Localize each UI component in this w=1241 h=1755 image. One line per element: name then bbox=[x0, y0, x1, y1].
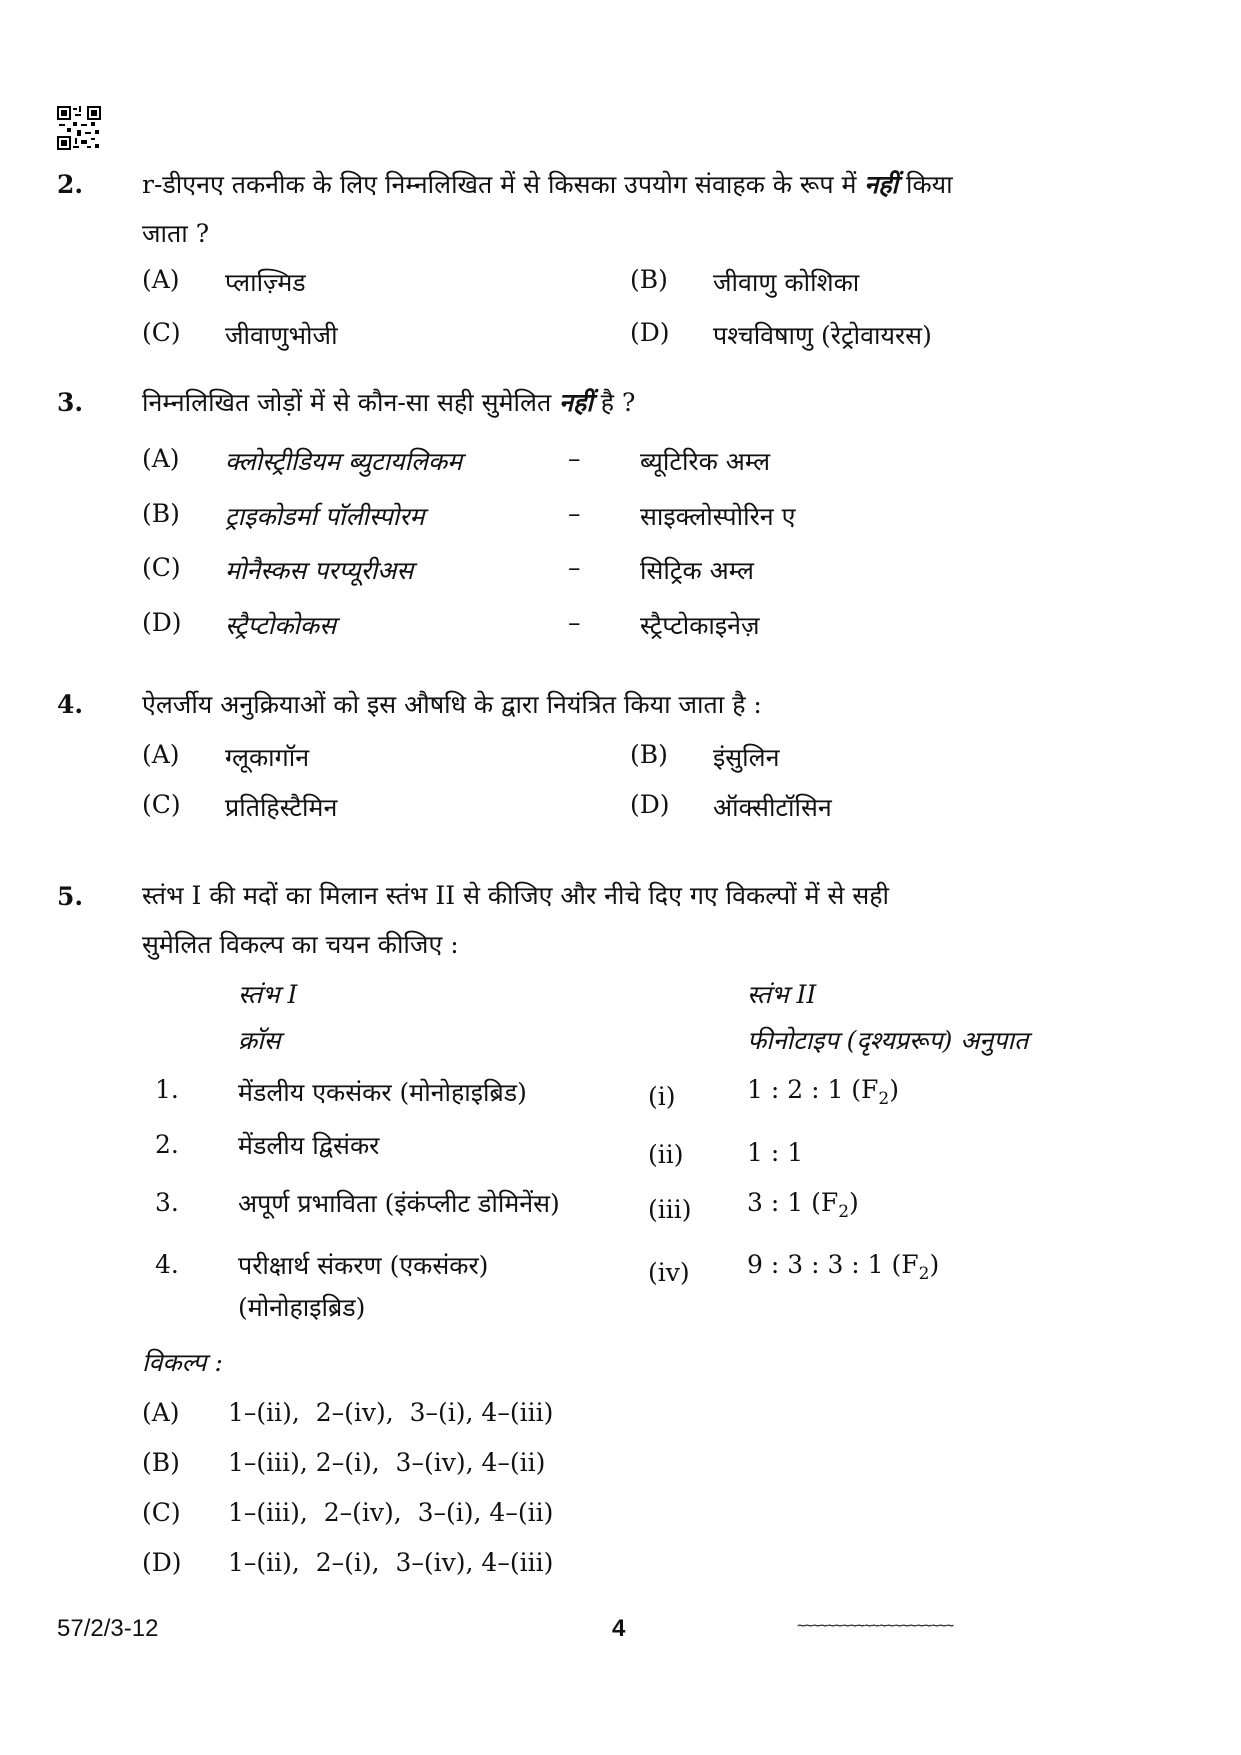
q2-option-a-text: प्लाज़्मिड bbox=[225, 268, 306, 297]
question-2-emphasis: नहीं bbox=[864, 170, 899, 199]
question-2-number: 2. bbox=[57, 170, 84, 199]
q3-pair-d-product: स्ट्रैप्टोकाइनेज़ bbox=[640, 611, 760, 640]
q3-pair-b-organism: ट्राइकोडर्मा पॉलीस्पोरम bbox=[225, 502, 425, 531]
q5-row-2-ratio-main: 1 : 1 bbox=[747, 1138, 804, 1167]
q5-row-4-cross: परीक्षार्थ संकरण (एकसंकर) bbox=[238, 1251, 489, 1280]
qr-code bbox=[57, 106, 101, 150]
question-3-text-part1: निम्नलिखित जोड़ों में से कौन-सा सही सुमेलित bbox=[142, 388, 552, 417]
q2-option-b-label: (B) bbox=[630, 265, 668, 294]
q3-pair-a-dash: – bbox=[568, 444, 581, 473]
q5-option-b-label: (B) bbox=[142, 1448, 180, 1477]
question-2-text-line2: जाता ? bbox=[142, 219, 210, 248]
q4-option-a-label: (A) bbox=[142, 740, 180, 769]
wave-decoration: ~~~~~~~~~~~~~~~~~~~~~ bbox=[797, 1618, 954, 1634]
q3-pair-b-product: साइक्लोस्पोरिन ए bbox=[640, 502, 796, 531]
q4-option-c-label: (C) bbox=[142, 790, 181, 819]
q2-option-a-label: (A) bbox=[142, 265, 180, 294]
q5-row-4-ratio bbox=[747, 1250, 939, 1284]
q5-row-3-ratio-main: 3 : 1 (F bbox=[747, 1188, 839, 1217]
q3-pair-d-dash: – bbox=[568, 608, 581, 637]
q3-pair-c-product: सिट्रिक अम्ल bbox=[640, 556, 754, 585]
q3-pair-c-label: (C) bbox=[142, 553, 181, 582]
q5-row-1-ratio bbox=[747, 1075, 899, 1109]
q4-option-d-text: ऑक्सीटॉसिन bbox=[713, 793, 832, 822]
page-number: 4 bbox=[612, 1615, 626, 1642]
question-5-number: 5. bbox=[57, 882, 84, 911]
q2-option-c-label: (C) bbox=[142, 318, 181, 347]
question-4-text: ऐलर्जीय अनुक्रियाओं को इस औषधि के द्वारा नियंत्रित किया जाता है : bbox=[142, 690, 762, 719]
q4-option-d-label: (D) bbox=[630, 790, 670, 819]
q5-row-4-ratio-sub: 2 bbox=[918, 1264, 930, 1284]
q5-row-1-cross: मेंडलीय एकसंकर (मोनोहाइब्रिड) bbox=[238, 1078, 527, 1107]
q5-option-b-text: 1–(iii), 2–(i), 3–(iv), 4–(ii) bbox=[228, 1448, 546, 1477]
q5-option-d-label: (D) bbox=[142, 1548, 182, 1577]
q3-pair-d-organism: स्ट्रैप्टोकोकस bbox=[225, 611, 337, 640]
q5-row-1-roman: (i) bbox=[648, 1082, 676, 1111]
q2-option-b-text: जीवाणु कोशिका bbox=[713, 268, 860, 297]
q5-row-4-ratio-tail: ) bbox=[929, 1250, 940, 1279]
q2-option-d-text: पश्चविषाणु (रेट्रोवायरस) bbox=[713, 321, 932, 350]
q4-option-c-text: प्रतिहिस्टैमिन bbox=[225, 793, 338, 822]
question-3-text bbox=[142, 381, 635, 425]
q3-pair-a-label: (A) bbox=[142, 444, 180, 473]
q2-option-d-label: (D) bbox=[630, 318, 670, 347]
paper-code: 57/2/3-12 bbox=[57, 1615, 159, 1642]
q5-row-4-cross-line2: (मोनोहाइब्रिड) bbox=[238, 1293, 366, 1322]
q5-row-3-cross: अपूर्ण प्रभाविता (इंकंप्लीट डोमिनेंस) bbox=[238, 1189, 560, 1218]
q4-option-a-text: ग्लूकागॉन bbox=[225, 743, 310, 772]
q5-option-c-label: (C) bbox=[142, 1498, 181, 1527]
question-5-text-line2: सुमेलित विकल्प का चयन कीजिए : bbox=[142, 930, 459, 959]
q5-row-4-number: 4. bbox=[155, 1250, 179, 1279]
question-4-number: 4. bbox=[57, 690, 84, 719]
q5-row-1-ratio-main: 1 : 2 : 1 (F bbox=[747, 1075, 879, 1104]
q2-option-c-text: जीवाणुभोजी bbox=[225, 321, 338, 350]
q5-option-d-text: 1–(ii), 2–(i), 3–(iv), 4–(iii) bbox=[228, 1548, 554, 1577]
q5-column1-subtitle: क्रॉस bbox=[238, 1026, 281, 1055]
question-3-text-part2: है ? bbox=[600, 388, 636, 417]
q5-row-2-roman: (ii) bbox=[648, 1140, 684, 1169]
q5-option-a-text: 1–(ii), 2–(iv), 3–(i), 4–(iii) bbox=[228, 1398, 554, 1427]
q5-column2-title: स्तंभ II bbox=[747, 980, 817, 1009]
q5-row-3-ratio bbox=[747, 1188, 859, 1222]
q5-row-1-ratio-tail: ) bbox=[889, 1075, 899, 1104]
q3-pair-c-organism: मोनैस्कस परप्यूरीअस bbox=[225, 556, 414, 585]
question-3-emphasis: नहीं bbox=[559, 388, 593, 417]
q3-pair-a-product: ब्यूटिरिक अम्ल bbox=[640, 447, 771, 476]
question-3-number: 3. bbox=[57, 388, 84, 417]
q5-row-3-number: 3. bbox=[155, 1188, 179, 1217]
q5-option-a-label: (A) bbox=[142, 1398, 180, 1427]
q5-options-heading: विकल्प : bbox=[142, 1348, 223, 1377]
q5-row-3-ratio-sub: 2 bbox=[838, 1202, 850, 1222]
q4-option-b-text: इंसुलिन bbox=[713, 743, 780, 772]
q5-row-3-roman: (iii) bbox=[648, 1195, 692, 1224]
q5-row-2-number: 2. bbox=[155, 1130, 179, 1159]
q5-row-1-ratio-sub: 2 bbox=[878, 1089, 890, 1109]
q5-column2-subtitle: फीनोटाइप (दृश्यप्ररूप) अनुपात bbox=[747, 1026, 1029, 1055]
q3-pair-b-label: (B) bbox=[142, 499, 180, 528]
q3-pair-b-dash: – bbox=[568, 499, 581, 528]
q5-row-4-ratio-main: 9 : 3 : 3 : 1 (F bbox=[747, 1250, 919, 1279]
q5-row-3-ratio-tail: ) bbox=[849, 1188, 859, 1217]
question-2-text-part2: किया bbox=[905, 170, 953, 199]
q4-option-b-label: (B) bbox=[630, 740, 668, 769]
q5-row-1-number: 1. bbox=[155, 1075, 179, 1104]
q3-pair-d-label: (D) bbox=[142, 608, 182, 637]
q5-option-c-text: 1–(iii), 2–(iv), 3–(i), 4–(ii) bbox=[228, 1498, 554, 1527]
q5-row-2-cross: मेंडलीय द्विसंकर bbox=[238, 1131, 380, 1160]
q5-row-4-roman: (iv) bbox=[648, 1258, 690, 1287]
q3-pair-a-organism: क्लोस्ट्रीडियम ब्युटायलिकम bbox=[225, 447, 463, 476]
q3-pair-c-dash: – bbox=[568, 553, 581, 582]
question-5-text-line1: स्तंभ I की मदों का मिलान स्तंभ II से कीजिए और नीचे दिए गए विकल्पों में से सही bbox=[142, 881, 889, 910]
q5-column1-title: स्तंभ I bbox=[238, 980, 298, 1009]
question-2-text-part1: r-डीएनए तकनीक के लिए निम्नलिखित में से किसका उपयोग संवाहक के रूप में bbox=[142, 170, 857, 199]
q5-row-2-ratio bbox=[747, 1138, 803, 1172]
question-2-text bbox=[142, 163, 1110, 207]
